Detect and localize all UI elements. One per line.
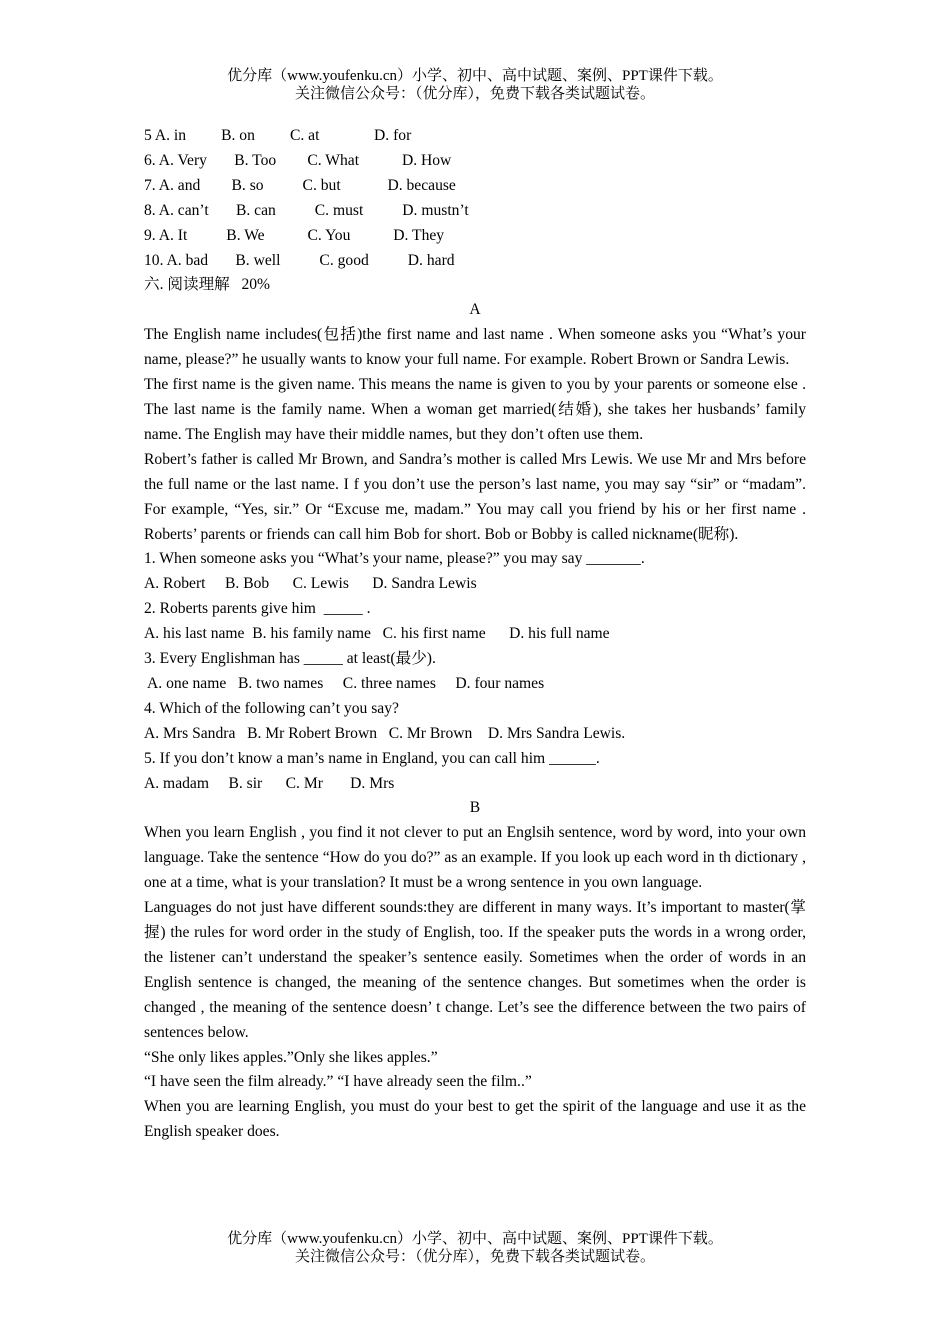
passage-a-questions: [144, 547, 806, 796]
document-body: [144, 124, 806, 1145]
question-5: 5. If you don’t know a man’s name in England, you can call him ______.: [144, 749, 600, 767]
option-row-10: 10. A. bad B. well C. good D. hard: [144, 251, 455, 269]
passage-b-example-1: “She only likes apples.”Only she likes apples.”: [144, 1048, 438, 1066]
header-line-1: 优分库（www.youfenku.cn）小学、初中、高中试题、案例、PPT课件下载。: [227, 68, 723, 84]
passage-b-closing: When you are learning English, you must do your best to get the spirit of the language and use it as the English speaker does.: [144, 1098, 806, 1141]
passage-a: [144, 298, 806, 796]
question-2: 2. Roberts parents give him _____ .: [144, 600, 371, 618]
header-line-2: 关注微信公众号：（优分库），免费下载各类试题试卷。: [294, 86, 655, 102]
question-4-options: A. Mrs Sandra B. Mr Robert Brown C. Mr Brown D. Mrs Sandra Lewis.: [144, 724, 626, 742]
question-3: 3. Every Englishman has _____ at least(最少).: [144, 650, 436, 668]
option-row-8: 8. A. can’t B. can C. must D. mustn’t: [144, 201, 469, 219]
passage-a-label: A: [469, 301, 481, 319]
question-1: 1. When someone asks you “What’s your name, please?” you may say _______.: [144, 550, 645, 568]
footer-line-1: 优分库（www.youfenku.cn）小学、初中、高中试题、案例、PPT课件下载。: [227, 1231, 723, 1247]
footer-line-2: 关注微信公众号：（优分库），免费下载各类试题试卷。: [294, 1249, 655, 1265]
passage-a-paragraph-2: The first name is the given name. This means the name is given to you by your parents or someone else . The last name is the family name. When a woman get married(结婚), she takes her husbands’ family name. The English may have their middle names, but they don’t often use them.: [144, 376, 806, 443]
question-2-options: A. his last name B. his family name C. his first name D. his full name: [144, 625, 610, 643]
page-header: [0, 67, 950, 103]
section-title: 六. 阅读理解 20%: [144, 276, 271, 294]
passage-b-label: B: [469, 799, 481, 817]
question-4: 4. Which of the following can’t you say?: [144, 699, 399, 717]
question-5-options: A. madam B. sir C. Mr D. Mrs: [144, 774, 395, 792]
question-3-options: A. one name B. two names C. three names D. four names: [144, 674, 545, 692]
options-section: [144, 124, 806, 273]
option-row-7: 7. A. and B. so C. but D. because: [144, 176, 456, 194]
passage-b-paragraph-2: Languages do not just have different sounds:they are different in many ways. It’s important to master(掌握) the rules for word order in the study of English, too. If the speaker puts the words in a wrong order, the listener can’t understand the speaker’s sentence easily. Sometimes when the order of words in an English sentence is changed, the meaning of the sentence changes. But sometimes when the order is changed , the meaning of the sentence doesn’ t change. Let’s see the difference between the two pairs of sentences below.: [144, 899, 806, 1041]
option-row-6: 6. A. Very B. Too C. What D. How: [144, 151, 452, 169]
passage-b-paragraph-1: When you learn English , you find it not clever to put an Englsih sentence, word by word, into your own language. Take the sentence “How do you do?” as an example. If you look up each word in th dictionary , one at a time, what is your translation? It must be a wrong sentence in you own language.: [144, 824, 806, 892]
passage-b-example-2: “I have seen the film already.” “I have already seen the film..”: [144, 1073, 532, 1091]
question-1-options: A. Robert B. Bob C. Lewis D. Sandra Lewis: [144, 575, 477, 593]
option-row-5: 5 A. in B. on C. at D. for: [144, 127, 412, 144]
passage-a-paragraph-1: The English name includes(包括)the first name and last name . When someone asks you “What’s your name, please?” he usually wants to know your full name. For example. Robert Brown or Sandra Lewis.: [144, 326, 806, 369]
passage-a-paragraph-3: Robert’s father is called Mr Brown, and Sandra’s mother is called Mrs Lewis. We use Mr and Mrs before the full name or the last name. I f you don’t use the person’s last name, you may say “sir” or “madam”. For example, “Yes, sir.” Or “Excuse me, madam.” You may call you friend by his or her first name . Roberts’ parents or friends can call him Bob for short. Bob or Bobby is called nickname(昵称).: [144, 450, 806, 543]
option-row-9: 9. A. It B. We C. You D. They: [144, 226, 445, 244]
page-footer: [0, 1230, 950, 1266]
passage-b: [144, 796, 806, 1145]
